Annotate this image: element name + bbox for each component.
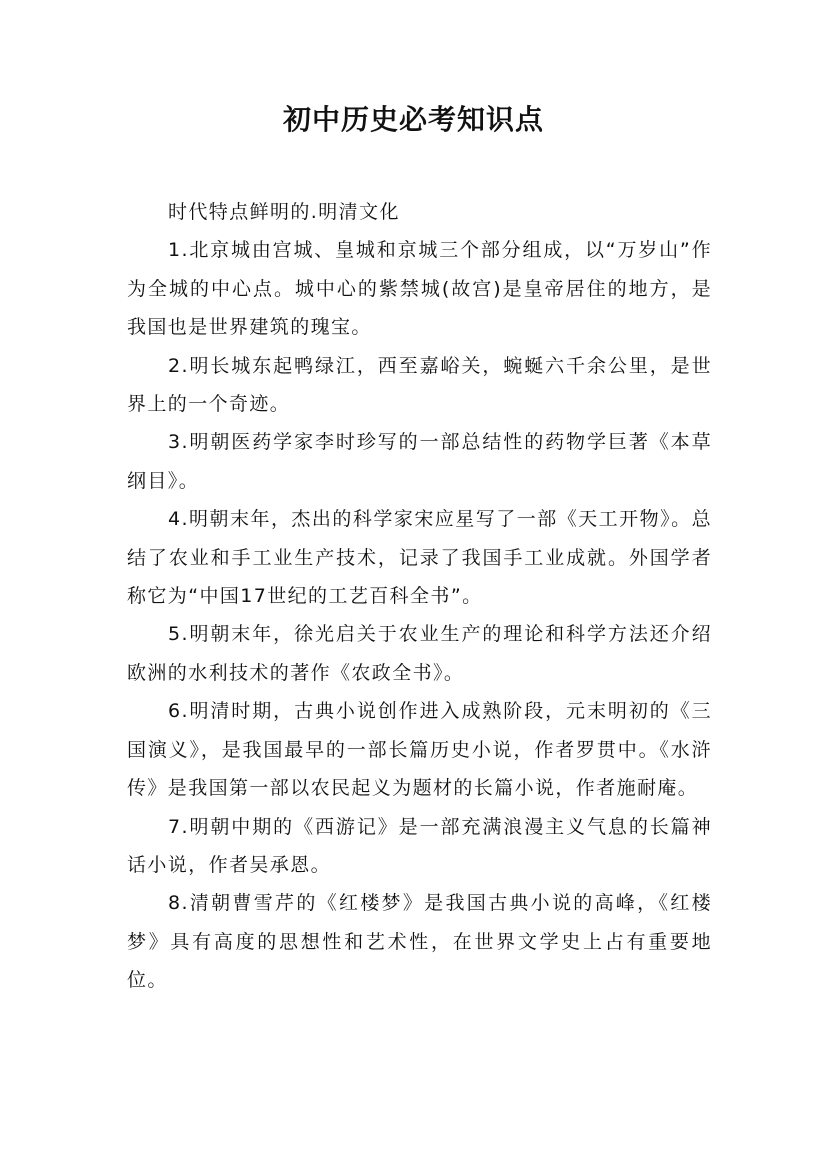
page-title: 初中历史必考知识点 (282, 103, 544, 136)
paragraph-3: 3.明朝医药学家李时珍写的一部总结性的药物学巨著《本草纲目》。 (127, 431, 712, 492)
paragraph-2: 2.明长城东起鸭绿江，西至嘉峪关，蜿蜒六千余公里，是世界上的一个奇迹。 (127, 354, 712, 416)
document-body (127, 193, 712, 1000)
paragraph-8: 8.清朝曹雪芹的《红楼梦》是我国古典小说的高峰，《红楼梦》具有高度的思想性和艺术性，在世界文学史上占有重要地位。 (127, 892, 712, 992)
paragraph-heading: 时代特点鲜明的.明清文化 (168, 201, 400, 223)
paragraph-7: 7.明朝中期的《西游记》是一部充满浪漫主义气息的长篇神话小说，作者吴承恩。 (127, 815, 712, 876)
paragraph-1: 1.北京城由宫城、皇城和京城三个部分组成，以“万岁山”作为全城的中心点。城中心的紫禁城(故宫)是皇帝居住的地方，是我国也是世界建筑的瑰宝。 (127, 239, 712, 339)
paragraph-5: 5.明朝末年，徐光启关于农业生产的理论和科学方法还介绍欧洲的水利技术的著作《农政全书》。 (127, 623, 712, 684)
paragraph-6: 6.明清时期，古典小说创作进入成熟阶段，元末明初的《三国演义》，是我国最早的一部长篇历史小说，作者罗贯中。《水浒传》是我国第一部以农民起义为题材的长篇小说，作者施耐庵。 (127, 700, 712, 800)
paragraph-4: 4.明朝末年，杰出的科学家宋应星写了一部《天工开物》。总结了农业和手工业生产技术，记录了我国手工业成就。外国学者称它为“中国17世纪的工艺百科全书”。 (127, 508, 712, 608)
